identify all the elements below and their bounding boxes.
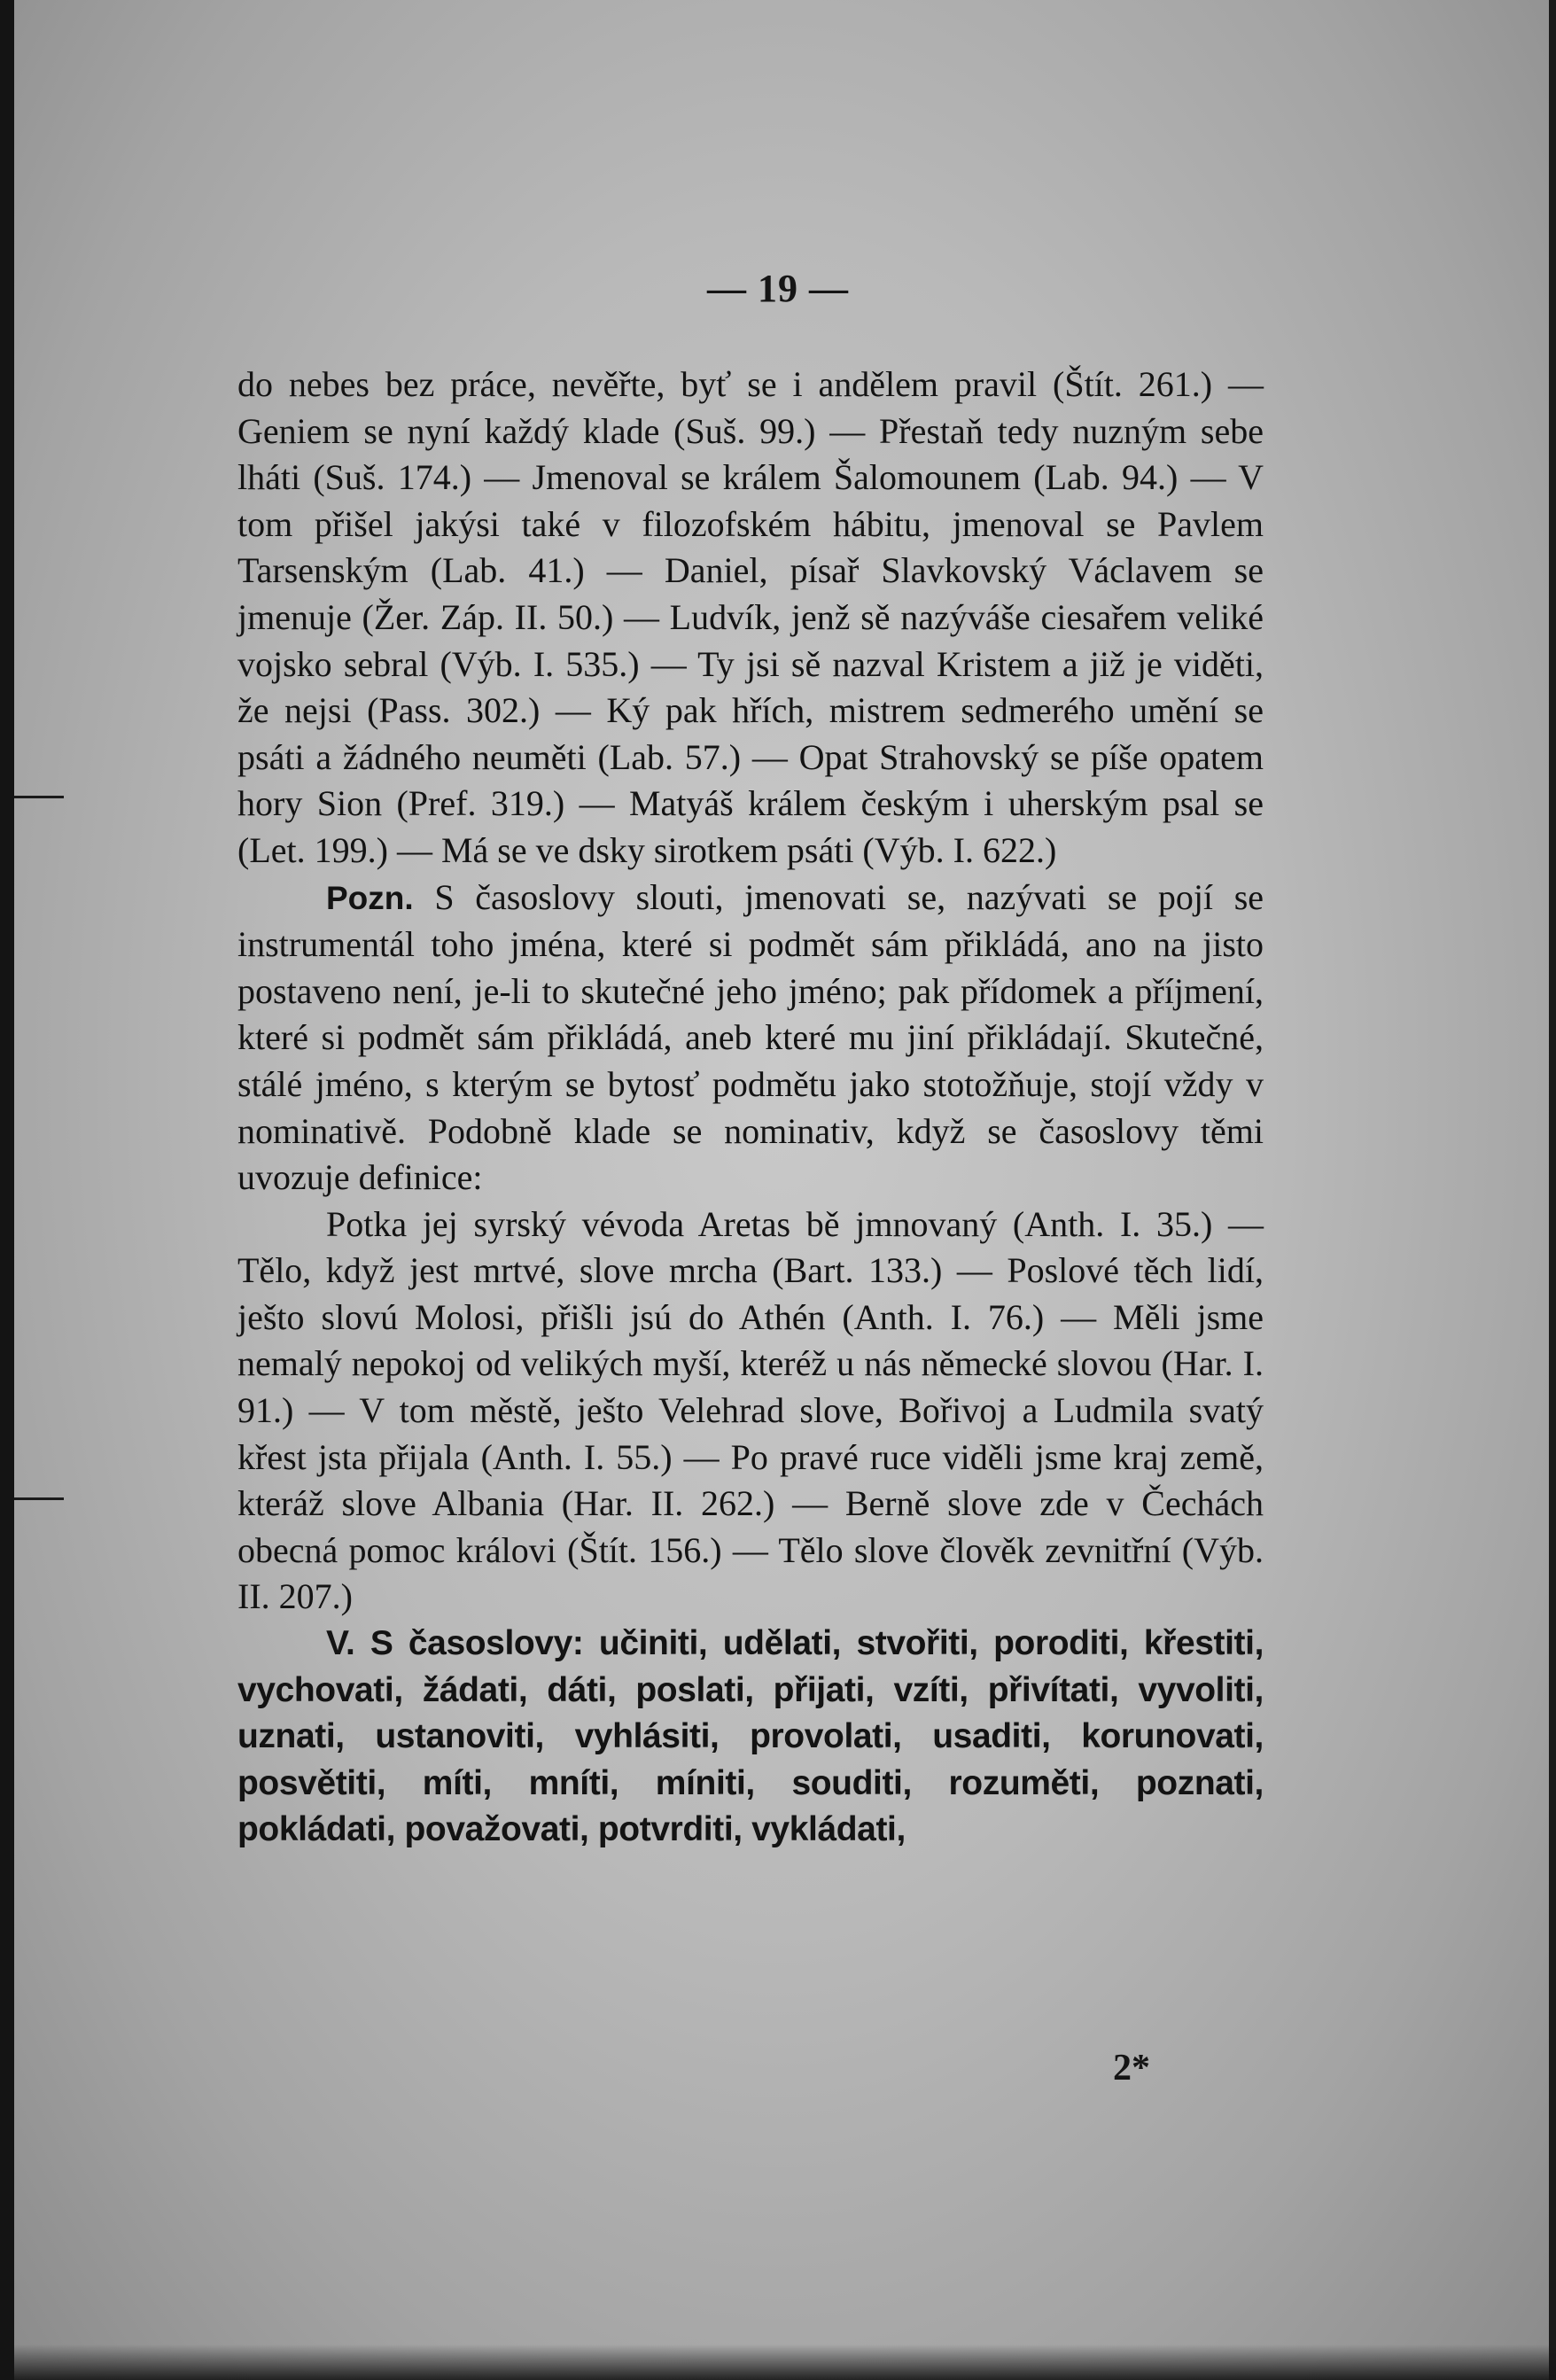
note-text: S časoslovy slouti, jmenovati se, nazývati se pojí se instrumentál toho jména, které si podmět sám přikládá, ano na jisto postaveno není, je-li to skutečné jeho jméno; pak přídomek a příjmení, které si podmět sám přikládá, aneb které mu jiní přikládají. Skutečné, stálé jméno, s kterým se bytosť podmětu jako stotožňuje, stojí vždy v nominativě. Podobně klade se nominativ, když se časoslovy těmi uvozuje definice: bbox=[237, 876, 1264, 1198]
paragraph-note bbox=[237, 875, 1264, 1202]
body-text bbox=[237, 362, 1264, 1854]
section-v-verbs: učiniti, udělati, stvořiti, poroditi, křestiti, vychovati, žádati, dáti, poslati, přijati, vzíti, přivítati, vyvoliti, uznati, ustanoviti, vyhlásiti, provolati, usaditi, korunovati, posvětiti, míti, mníti, míniti, souditi, rozuměti, poznati, pokládati, považovati, potvrditi, vykládati, bbox=[237, 1624, 1264, 1849]
binding-edge bbox=[0, 0, 14, 2380]
margin-tick-mark bbox=[14, 796, 64, 798]
bottom-shadow bbox=[0, 2345, 1556, 2380]
paragraph-examples-slouti: Potka jej syrský vévoda Aretas bě jmnovaný (Anth. I. 35.) — Tělo, když jest mrtvé, slove mrcha (Bart. 133.) — Poslové těch lidí, ješto slovú Molosi, přišli jsú do Athén (Anth. I. 76.) — Měli jsme nemalý nepokoj od velikých myší, kteréž u nás německé slovou (Har. I. 91.) — V tom městě, ješto Velehrad slove, Bořivoj a Ludmila svatý křest jsta přijala (Anth. I. 55.) — Po pravé ruce viděli jsme kraj země, kteráž slove Albania (Har. II. 262.) — Berně slove zde v Čechách obecná pomoc královi (Štít. 156.) — Tělo slove člověk zevnitřní (Výb. II. 207.) bbox=[237, 1203, 1264, 1617]
right-edge bbox=[1549, 0, 1556, 2380]
note-label: Pozn. bbox=[326, 879, 414, 916]
paragraph-examples-jmenovati: do nebes bez práce, nevěřte, byť se i andělem pravil (Štít. 261.) — Geniem se nyní každý klade (Suš. 99.) — Přestaň tedy nuzným sebe lháti (Suš. 174.) — Jmenoval se králem Šalomounem (Lab. 94.) — V tom přišel jakýsi také v filozofském hábitu, jmenoval se Pavlem Tarsenským (Lab. 41.) — Daniel, písař Slavkovský Václavem se jmenuje (Žer. Záp. II. 50.) — Ludvík, jenž sě nazýváše ciesařem veliké vojsko sebral (Výb. I. 535.) — Ty jsi sě nazval Kristem a již je viděti, že nejsi (Pass. 302.) — Ký pak hřích, mistrem sedmerého umění se psáti a žádného neuměti (Lab. 57.) — Opat Strahovský se píše opatem hory Sion (Pref. 319.) — Matyáš králem českým i uherským psal se (Let. 199.) — Má se ve dsky sirotkem psáti (Výb. I. 622.) bbox=[237, 364, 1264, 870]
margin-tick-mark bbox=[14, 1497, 64, 1500]
signature-mark: 2* bbox=[1113, 2048, 1150, 2088]
page-number: — 19 — bbox=[707, 267, 849, 310]
paragraph-section-v bbox=[237, 1621, 1264, 1854]
section-v-heading: V. S časoslovy: bbox=[326, 1624, 584, 1663]
